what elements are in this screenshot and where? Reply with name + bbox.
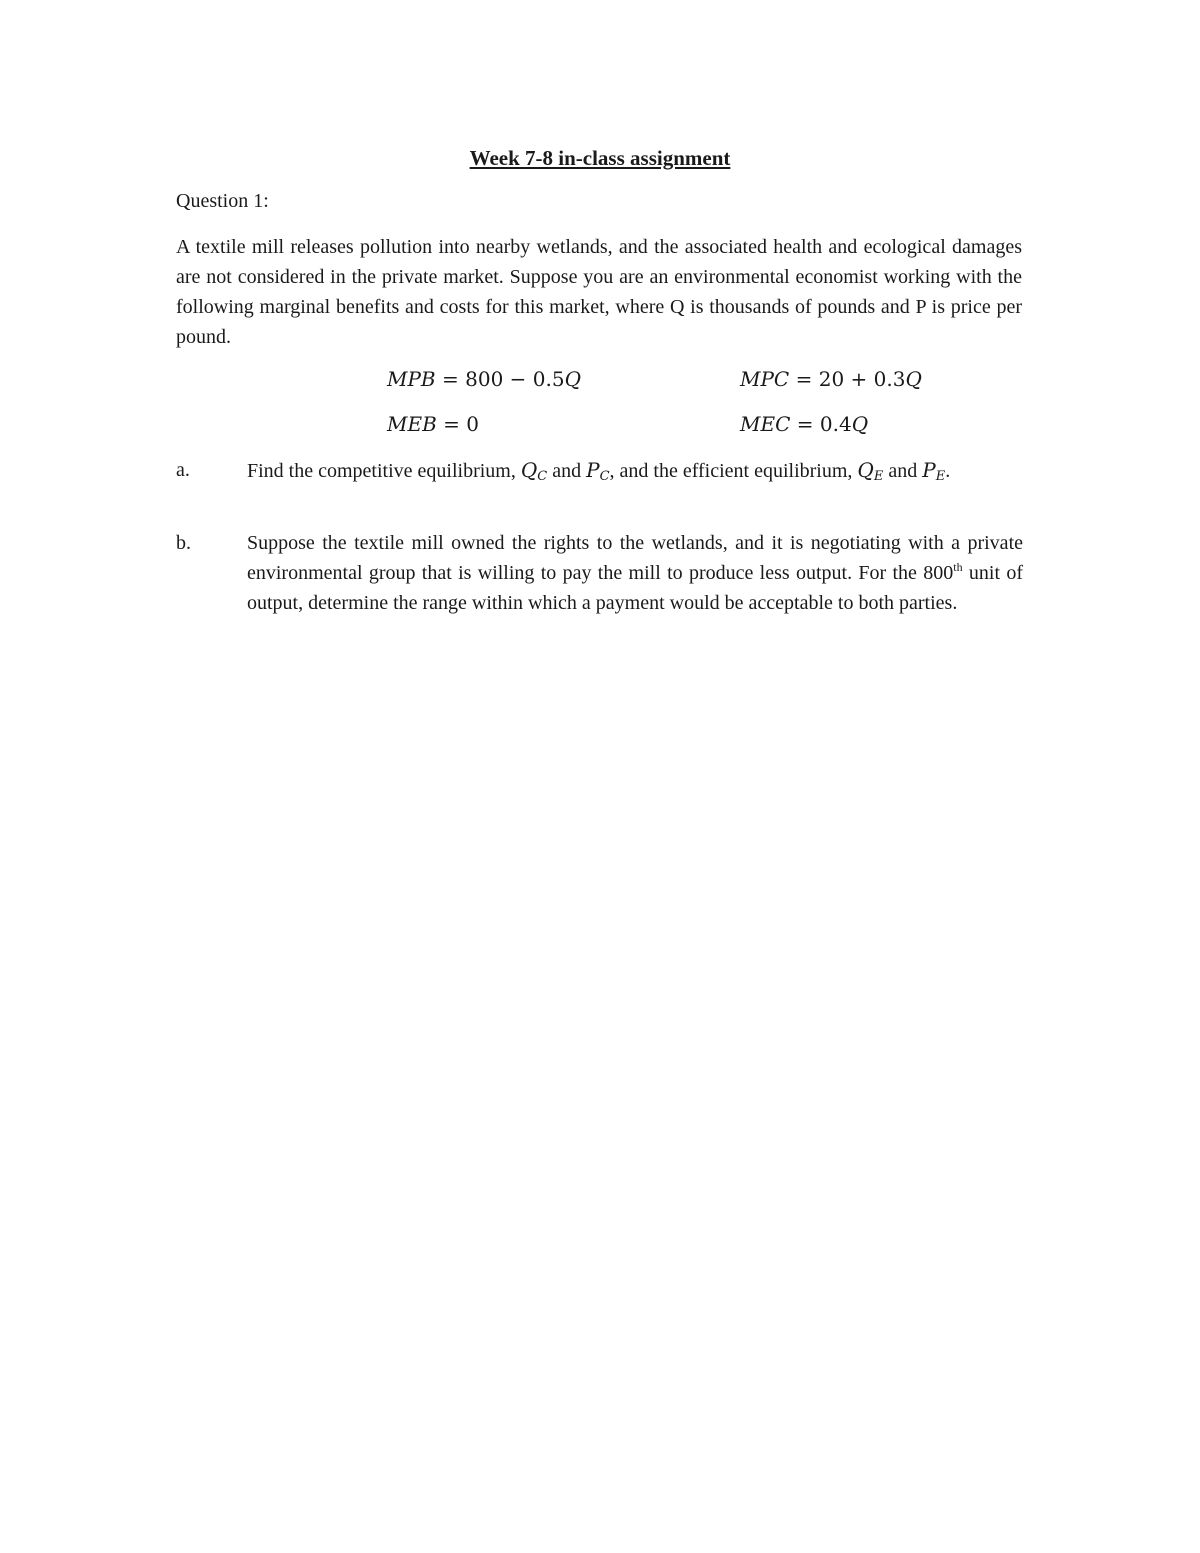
item-a-text-part2: , and the efficient equilibrium,	[609, 460, 858, 482]
equation-mec-lhs: MEC	[740, 412, 791, 436]
equation-mpc-operator: =	[789, 367, 819, 391]
item-a-label: a.	[176, 459, 190, 481]
equation-mec-rhs: 0.4	[819, 412, 852, 436]
item-a-end: .	[945, 460, 951, 482]
equation-meb-rhs: 0	[466, 412, 479, 436]
qe-symbol: $Q_E$	[857, 458, 884, 484]
item-b-label: b.	[176, 532, 191, 554]
item-a-text-part1: Find the competitive equilibrium,	[247, 460, 521, 482]
item-a-text	[247, 455, 1023, 492]
equation-mpb-variable: Q	[564, 367, 581, 391]
equation-mec-variable: Q	[851, 412, 869, 436]
pe-symbol: $P_E$	[922, 458, 946, 484]
equation-mpb-operator: =	[435, 367, 466, 391]
equation-mpc-rhs: 20 + 0.3	[818, 367, 906, 391]
equation-mpb-lhs: MPB	[387, 367, 436, 391]
item-b-text-part2: unit of output, determine the range within which a payment would be acceptable to both parties.	[247, 562, 1023, 614]
item-a-and2: and	[883, 460, 923, 482]
equation-meb-lhs: MEB	[387, 412, 437, 436]
equation-meb-operator: =	[436, 412, 467, 436]
question-intro-paragraph: A textile mill releases pollution into nearby wetlands, and the associated health and ecological damages are not considered in the private market. Suppose you are an environmental economist working with the following marginal benefits and costs for this market, where Q is thousands of pounds and P is price per pound.	[176, 236, 1022, 348]
item-a-and1: and	[547, 460, 587, 482]
equation-mpc-lhs: MPC	[740, 367, 790, 391]
assignment-title: Week 7-8 in-class assignment	[469, 146, 731, 170]
item-b-superscript: th	[953, 560, 963, 574]
equation-mpc	[740, 365, 922, 394]
equation-meb	[387, 410, 479, 439]
item-b-text-part1: Suppose the textile mill owned the rights to the wetlands, and it is negotiating with a private environmental group that is willing to pay the mill to produce less output. For the 800	[247, 532, 1023, 584]
question-label: Question 1:	[176, 190, 269, 212]
pc-symbol: $P_C$	[586, 458, 610, 484]
qc-symbol: $Q_C$	[520, 458, 548, 484]
item-b-text	[247, 528, 1023, 618]
equation-mpb-rhs: 800 − 0.5	[465, 367, 565, 391]
equation-mpb	[387, 365, 581, 394]
equation-mec-operator: =	[790, 412, 820, 436]
equation-mec	[740, 410, 868, 439]
equation-mpc-variable: Q	[905, 367, 922, 391]
